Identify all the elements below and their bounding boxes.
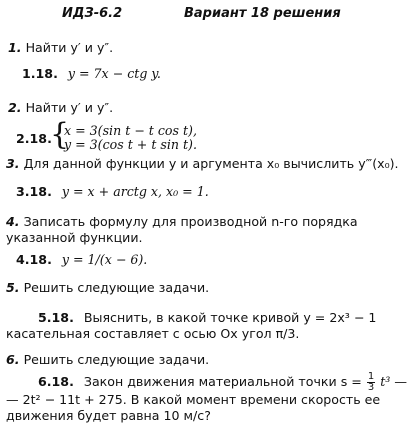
- task-1: [8, 40, 113, 55]
- task-6-line-1a: Закон движения материальной точки s =: [83, 374, 362, 389]
- task-3-item: [16, 184, 209, 199]
- task-3: [6, 156, 399, 171]
- task-2: [8, 100, 113, 115]
- task-6-line-1b: t³ —: [380, 374, 407, 389]
- task-6-text: Решить следующие задачи.: [23, 352, 210, 367]
- doc-code: ИДЗ-6.2: [62, 6, 123, 21]
- task-5-line-1: Выяснить, в какой точке кривой y = 2x³ − 1: [83, 310, 377, 325]
- task-3-number: 3.: [6, 156, 20, 171]
- task-3-item-number: 3.18.: [16, 184, 52, 199]
- task-3-formula: y = x + arctg x, x₀ = 1.: [61, 184, 209, 199]
- task-1-number: 1.: [8, 40, 22, 55]
- fraction-numerator: 1: [367, 371, 375, 382]
- task-4: [6, 214, 358, 229]
- task-1-item: [22, 66, 161, 81]
- task-1-item-number: 1.18.: [22, 66, 58, 81]
- task-6-item-number: 6.18.: [38, 374, 74, 389]
- task-5: [6, 280, 209, 295]
- task-1-formula: y = 7x − ctg y.: [67, 66, 161, 81]
- task-6: [6, 352, 209, 367]
- task-5-number: 5.: [6, 280, 20, 295]
- task-6-number: 6.: [6, 352, 20, 367]
- task-4-text-line-2: указанной функции.: [6, 230, 143, 245]
- task-2-number: 2.: [8, 100, 22, 115]
- task-4-text-line-1: Записать формулу для производной n-го порядка: [23, 214, 358, 229]
- task-2-item: [16, 117, 276, 154]
- task-6-line-2: — 2t² − 11t + 275. В какой момент времени скорость ее: [6, 392, 381, 407]
- task-3-text: Для данной функции y и аргумента x₀ вычислить y‴(x₀).: [23, 156, 399, 171]
- task-4-formula: y = 1/(x − 6).: [61, 252, 148, 267]
- task-2-item-number: 2.18.: [16, 131, 52, 146]
- task-2-system-line-2: y = 3(cos t + t sin t).: [64, 137, 197, 152]
- task-1-text: Найти y′ и y″.: [25, 40, 114, 55]
- task-2-text: Найти y′ и y″.: [25, 100, 114, 115]
- task-4-item-number: 4.18.: [16, 252, 52, 267]
- task-2-system: [64, 124, 197, 152]
- task-2-system-line-1: x = 3(sin t − t cos t),: [64, 123, 197, 138]
- doc-variant: Вариант 18 решения: [184, 6, 341, 21]
- task-6-fraction: [367, 372, 375, 393]
- task-5-item-number: 5.18.: [38, 310, 74, 325]
- fraction-denominator: 3: [367, 382, 375, 393]
- task-6-item: [38, 372, 407, 393]
- system-brace: {: [50, 117, 70, 152]
- task-5-text: Решить следующие задачи.: [23, 280, 210, 295]
- task-5-line-2: касательная составляет с осью Ox угол π/3.: [6, 326, 300, 341]
- task-6-line-3: движения будет равна 10 м/с?: [6, 408, 211, 423]
- task-5-item: [38, 310, 376, 325]
- task-4-number: 4.: [6, 214, 20, 229]
- task-4-item: [16, 252, 147, 267]
